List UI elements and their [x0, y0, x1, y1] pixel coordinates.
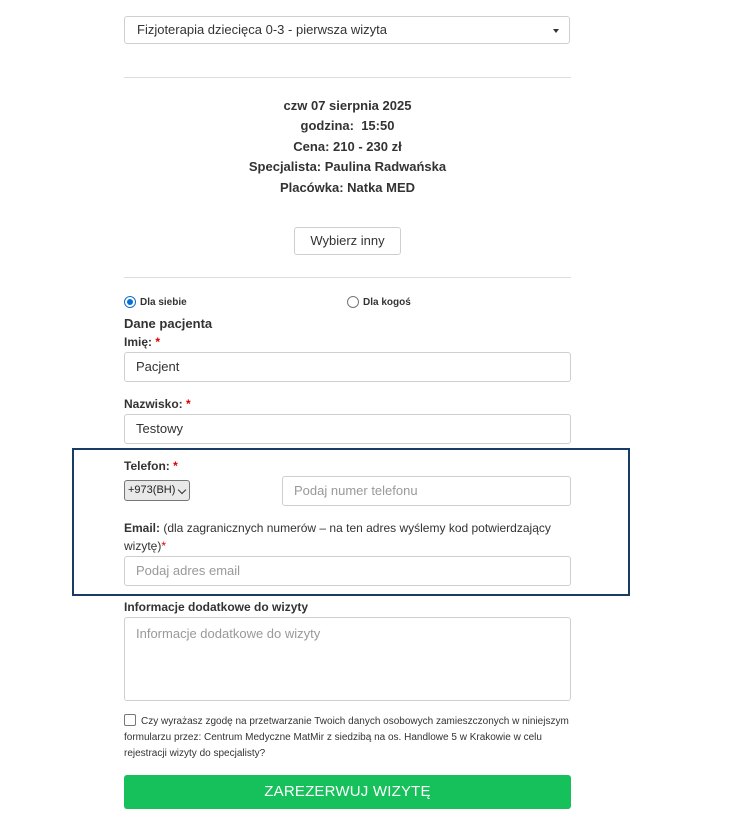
- first-name-input[interactable]: Pacjent: [124, 352, 571, 382]
- appointment-price: Cena: 210 - 230 zł: [293, 138, 402, 154]
- patient-section-title: Dane pacjenta: [124, 316, 213, 331]
- chevron-down-icon: [178, 486, 186, 494]
- radio-unchecked-icon[interactable]: [347, 296, 359, 308]
- radio-for-someone-label: Dla kogoś: [363, 296, 411, 308]
- email-note: (dla zagranicznych numerów – na ten adres wyślemy kod potwierdzający wizytę): [124, 521, 551, 553]
- choose-other-button[interactable]: Wybierz inny: [294, 227, 401, 255]
- submit-button[interactable]: ZAREZERWUJ WIZYTĘ: [124, 775, 571, 809]
- required-mark: *: [161, 539, 167, 553]
- email-label: Email: (dla zagranicznych numerów – na ten adres wyślemy kod potwierdzający wizytę)*: [124, 521, 551, 553]
- phone-prefix-value: +973(BH): [128, 484, 176, 496]
- caret-down-icon: [553, 29, 559, 33]
- required-mark: *: [155, 335, 161, 349]
- last-name-input[interactable]: Testowy: [124, 414, 571, 444]
- appointment-date: czw 07 sierpnia 2025: [283, 98, 412, 113]
- consent-row: [124, 714, 571, 762]
- phone-prefix-select[interactable]: [124, 480, 190, 501]
- additional-info-textarea[interactable]: Informacje dodatkowe do wizyty: [124, 617, 571, 701]
- service-select[interactable]: [124, 16, 570, 44]
- radio-checked-icon[interactable]: [124, 296, 136, 308]
- appointment-summary: [124, 96, 571, 198]
- divider: [124, 277, 571, 278]
- radio-for-self[interactable]: [124, 296, 187, 308]
- consent-checkbox[interactable]: [124, 714, 136, 726]
- phone-input[interactable]: Podaj numer telefonu: [282, 476, 571, 506]
- required-mark: *: [173, 459, 178, 473]
- additional-info-label: Informacje dodatkowe do wizyty: [124, 600, 309, 614]
- divider: [124, 77, 571, 78]
- appointment-facility: Placówka: Natka MED: [279, 179, 416, 195]
- required-mark: *: [186, 397, 191, 411]
- radio-for-someone[interactable]: [347, 296, 411, 308]
- radio-for-self-label: Dla siebie: [140, 296, 187, 308]
- appointment-time: godzina: 15:50: [300, 118, 395, 134]
- consent-text: Czy wyrażasz zgodę na przetwarzanie Twoich danych osobowych zamieszczonych w niniejszym formularzu przez: Centrum Medyczne MatMir z siedzibą na os. Handlowe 5 w Krakowie w celu rejestracji wizyty do specjalisty?: [124, 716, 569, 759]
- service-select-value: Fizjoterapia dziecięca 0-3 - pierwsza wizyta: [137, 22, 387, 37]
- last-name-label: Nazwisko: *: [124, 397, 191, 411]
- email-input[interactable]: Podaj adres email: [124, 556, 571, 586]
- appointment-specialist: Specjalista: Paulina Radwańska: [248, 159, 447, 175]
- phone-label: Telefon: *: [124, 459, 178, 473]
- first-name-label: Imię: *: [124, 335, 161, 349]
